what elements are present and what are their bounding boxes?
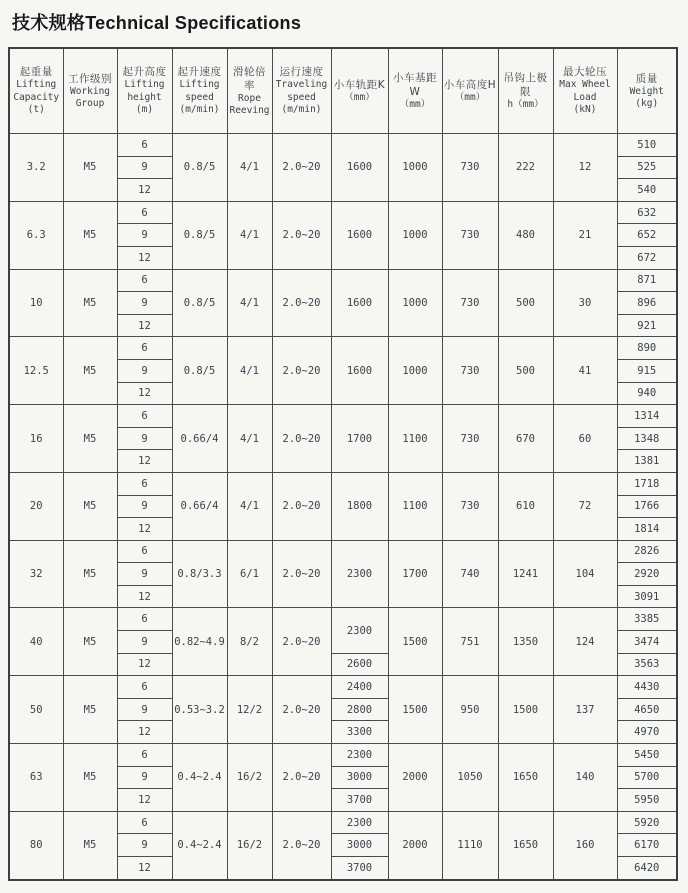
weight-cell: 1766 — [617, 495, 677, 518]
hook-limit-cell: 1650 — [498, 744, 553, 812]
weight-cell: 915 — [617, 359, 677, 382]
lifting-height-cell: 6 — [117, 744, 172, 767]
track-gauge-cell: 1700 — [331, 405, 388, 473]
spec-row — [9, 744, 677, 767]
header-line: Group — [75, 98, 105, 109]
spec-row — [9, 269, 677, 292]
lifting-height-cell: 9 — [117, 563, 172, 586]
working-group-cell: M5 — [63, 608, 117, 676]
header-line: (m/min) — [179, 104, 220, 116]
capacity-cell: 10 — [9, 269, 63, 337]
traveling-speed-cell: 2.0~20 — [272, 269, 331, 337]
rope-reeving-cell: 4/1 — [227, 472, 272, 540]
hook-limit-cell: 480 — [498, 201, 553, 269]
header-line: Lifting — [124, 79, 165, 91]
lifting-speed-cell: 0.4~2.4 — [172, 744, 227, 812]
header-line: (kg) — [635, 98, 659, 109]
track-gauge-cell: 2600 — [331, 653, 388, 676]
col-header-hook-upper-limit — [498, 48, 553, 134]
track-gauge-cell: 2300 — [331, 744, 388, 767]
header-line: 最大轮压 — [563, 66, 607, 79]
weight-cell: 921 — [617, 314, 677, 337]
col-header-weight — [617, 48, 677, 134]
header-line: 运行速度 — [279, 66, 324, 79]
weight-cell: 540 — [617, 179, 677, 202]
trolley-height-cell: 730 — [442, 472, 498, 540]
header-line: （mm） — [399, 98, 431, 110]
wheel-load-cell: 160 — [553, 811, 617, 879]
col-header-max-wheel-load — [553, 48, 617, 134]
trolley-base-cell: 1500 — [388, 608, 442, 676]
traveling-speed-cell: 2.0~20 — [272, 405, 331, 473]
weight-cell: 5450 — [617, 744, 677, 767]
hook-limit-cell: 1350 — [498, 608, 553, 676]
col-header-trolley-gauge-k — [331, 48, 388, 134]
header-line: 起升高度 — [122, 66, 167, 79]
weight-cell: 2920 — [617, 563, 677, 586]
col-header-traveling-speed — [272, 48, 331, 134]
trolley-base-cell: 1000 — [388, 134, 442, 202]
track-gauge-cell: 3000 — [331, 834, 388, 857]
header-line: 工作级别 — [68, 72, 112, 85]
capacity-cell: 40 — [9, 608, 63, 676]
header-line: Working — [69, 85, 111, 97]
rope-reeving-cell: 4/1 — [227, 269, 272, 337]
header-line: (m/min) — [281, 104, 322, 116]
wheel-load-cell: 124 — [553, 608, 617, 676]
weight-cell: 4430 — [617, 676, 677, 699]
page-title — [12, 9, 301, 35]
traveling-speed-cell: 2.0~20 — [272, 608, 331, 676]
weight-cell: 6420 — [617, 857, 677, 880]
track-gauge-cell: 1600 — [331, 201, 388, 269]
weight-cell: 940 — [617, 382, 677, 405]
lifting-speed-cell: 0.8/5 — [172, 269, 227, 337]
lifting-height-cell: 9 — [117, 834, 172, 857]
lifting-height-cell: 12 — [117, 382, 172, 405]
rope-reeving-cell: 4/1 — [227, 201, 272, 269]
trolley-height-cell: 1050 — [442, 744, 498, 812]
header-line: 小车基距W — [393, 71, 437, 98]
weight-cell: 652 — [617, 224, 677, 247]
lifting-speed-cell: 0.8/5 — [172, 201, 227, 269]
track-gauge-cell: 1600 — [331, 134, 388, 202]
hook-limit-cell: 610 — [498, 472, 553, 540]
header-line: Weight — [629, 85, 664, 97]
hook-limit-cell: 222 — [498, 134, 553, 202]
lifting-height-cell: 6 — [117, 337, 172, 360]
trolley-base-cell: 2000 — [388, 744, 442, 812]
track-gauge-cell: 2300 — [331, 811, 388, 834]
rope-reeving-cell: 4/1 — [227, 405, 272, 473]
working-group-cell: M5 — [63, 811, 117, 879]
header-line: (m) — [135, 104, 154, 116]
working-group-cell: M5 — [63, 337, 117, 405]
header-line: Reeving — [229, 105, 270, 116]
capacity-cell: 50 — [9, 676, 63, 744]
trolley-height-cell: 730 — [442, 201, 498, 269]
weight-cell: 3091 — [617, 585, 677, 608]
weight-cell: 896 — [617, 292, 677, 315]
working-group-cell: M5 — [63, 201, 117, 269]
trolley-base-cell: 1100 — [388, 472, 442, 540]
capacity-cell: 20 — [9, 472, 63, 540]
weight-cell: 2826 — [617, 540, 677, 563]
rope-reeving-cell: 4/1 — [227, 337, 272, 405]
working-group-cell: M5 — [63, 676, 117, 744]
wheel-load-cell: 137 — [553, 676, 617, 744]
rope-reeving-cell: 6/1 — [227, 540, 272, 608]
lifting-speed-cell: 0.8/5 — [172, 337, 227, 405]
working-group-cell: M5 — [63, 472, 117, 540]
header-line: 小车高度H — [443, 78, 497, 91]
lifting-height-cell: 6 — [117, 676, 172, 699]
trolley-height-cell: 730 — [442, 337, 498, 405]
lifting-height-cell: 12 — [117, 789, 172, 812]
working-group-cell: M5 — [63, 269, 117, 337]
weight-cell: 672 — [617, 246, 677, 269]
col-header-lifting-height — [117, 48, 172, 134]
weight-cell: 6170 — [617, 834, 677, 857]
lifting-height-cell: 6 — [117, 201, 172, 224]
header-row — [9, 48, 677, 134]
wheel-load-cell: 72 — [553, 472, 617, 540]
traveling-speed-cell: 2.0~20 — [272, 201, 331, 269]
header-line: speed — [185, 91, 214, 103]
header-line: 吊钩上极限 — [503, 71, 548, 98]
rope-reeving-cell: 16/2 — [227, 744, 272, 812]
lifting-height-cell: 6 — [117, 269, 172, 292]
table-header — [9, 48, 677, 134]
track-gauge-cell: 3700 — [331, 789, 388, 812]
traveling-speed-cell: 2.0~20 — [272, 134, 331, 202]
wheel-load-cell: 30 — [553, 269, 617, 337]
trolley-base-cell: 1700 — [388, 540, 442, 608]
weight-cell: 4970 — [617, 721, 677, 744]
hook-limit-cell: 500 — [498, 269, 553, 337]
col-header-rope-reeving — [227, 48, 272, 134]
weight-cell: 3385 — [617, 608, 677, 631]
header-line: Max Wheel — [559, 79, 611, 91]
traveling-speed-cell: 2.0~20 — [272, 811, 331, 879]
lifting-speed-cell: 0.8/3.3 — [172, 540, 227, 608]
hook-limit-cell: 1650 — [498, 811, 553, 879]
capacity-cell: 63 — [9, 744, 63, 812]
traveling-speed-cell: 2.0~20 — [272, 540, 331, 608]
traveling-speed-cell: 2.0~20 — [272, 337, 331, 405]
lifting-height-cell: 6 — [117, 608, 172, 631]
lifting-height-cell: 6 — [117, 472, 172, 495]
header-line: Lifting — [16, 79, 57, 91]
weight-cell: 1814 — [617, 518, 677, 541]
lifting-height-cell: 6 — [117, 405, 172, 428]
col-header-lifting-capacity — [9, 48, 63, 134]
weight-cell: 3474 — [617, 631, 677, 654]
rope-reeving-cell: 12/2 — [227, 676, 272, 744]
weight-cell: 1314 — [617, 405, 677, 428]
lifting-height-cell: 12 — [117, 246, 172, 269]
technical-specifications-table — [8, 47, 678, 881]
header-line: Traveling — [275, 79, 328, 91]
rope-reeving-cell: 16/2 — [227, 811, 272, 879]
trolley-base-cell: 2000 — [388, 811, 442, 879]
col-header-trolley-base-w — [388, 48, 442, 134]
traveling-speed-cell: 2.0~20 — [272, 676, 331, 744]
lifting-height-cell: 6 — [117, 134, 172, 157]
weight-cell: 1348 — [617, 427, 677, 450]
wheel-load-cell: 60 — [553, 405, 617, 473]
header-line: 起升速度 — [177, 66, 222, 79]
capacity-cell: 6.3 — [9, 201, 63, 269]
lifting-height-cell: 6 — [117, 811, 172, 834]
header-line: (t) — [27, 104, 45, 116]
lifting-height-cell: 9 — [117, 427, 172, 450]
capacity-cell: 3.2 — [9, 134, 63, 202]
spec-row — [9, 540, 677, 563]
header-line: Rope — [238, 92, 261, 104]
lifting-height-cell: 12 — [117, 857, 172, 880]
lifting-height-cell: 12 — [117, 314, 172, 337]
hook-limit-cell: 670 — [498, 405, 553, 473]
header-line: Lifting — [179, 79, 220, 91]
lifting-height-cell: 12 — [117, 585, 172, 608]
wheel-load-cell: 140 — [553, 744, 617, 812]
traveling-speed-cell: 2.0~20 — [272, 744, 331, 812]
header-line: （mm） — [454, 91, 486, 103]
spec-row — [9, 608, 677, 631]
lifting-height-cell: 12 — [117, 721, 172, 744]
trolley-height-cell: 730 — [442, 134, 498, 202]
col-header-trolley-height-h — [442, 48, 498, 134]
spec-row — [9, 405, 677, 428]
lifting-height-cell: 12 — [117, 518, 172, 541]
capacity-cell: 12.5 — [9, 337, 63, 405]
table-body — [9, 134, 677, 880]
lifting-speed-cell: 0.66/4 — [172, 405, 227, 473]
lifting-height-cell: 6 — [117, 540, 172, 563]
wheel-load-cell: 104 — [553, 540, 617, 608]
trolley-base-cell: 1000 — [388, 337, 442, 405]
traveling-speed-cell: 2.0~20 — [272, 472, 331, 540]
weight-cell: 632 — [617, 201, 677, 224]
lifting-speed-cell: 0.8/5 — [172, 134, 227, 202]
col-header-working-group — [63, 48, 117, 134]
wheel-load-cell: 21 — [553, 201, 617, 269]
header-line: Load — [573, 91, 597, 103]
weight-cell: 890 — [617, 337, 677, 360]
rope-reeving-cell: 8/2 — [227, 608, 272, 676]
track-gauge-cell: 3000 — [331, 766, 388, 789]
weight-cell: 1718 — [617, 472, 677, 495]
capacity-cell: 32 — [9, 540, 63, 608]
trolley-base-cell: 1500 — [388, 676, 442, 744]
weight-cell: 525 — [617, 156, 677, 179]
spec-row — [9, 134, 677, 157]
header-line: h（mm） — [507, 98, 544, 110]
trolley-base-cell: 1000 — [388, 269, 442, 337]
header-line: 滑轮倍率 — [233, 65, 266, 92]
header-line: Capacity — [13, 91, 60, 103]
trolley-height-cell: 730 — [442, 405, 498, 473]
working-group-cell: M5 — [63, 744, 117, 812]
lifting-height-cell: 9 — [117, 698, 172, 721]
track-gauge-cell: 2800 — [331, 698, 388, 721]
lifting-speed-cell: 0.82~4.9 — [172, 608, 227, 676]
lifting-height-cell: 12 — [117, 450, 172, 473]
hook-limit-cell: 500 — [498, 337, 553, 405]
lifting-speed-cell: 0.4~2.4 — [172, 811, 227, 879]
trolley-height-cell: 730 — [442, 269, 498, 337]
header-line: height — [127, 91, 162, 103]
hook-limit-cell: 1241 — [498, 540, 553, 608]
track-gauge-cell: 2300 — [331, 608, 388, 653]
spec-row — [9, 472, 677, 495]
track-gauge-cell: 1600 — [331, 269, 388, 337]
working-group-cell: M5 — [63, 540, 117, 608]
track-gauge-cell: 1800 — [331, 472, 388, 540]
page-title-zh: 技术规格 — [12, 13, 86, 33]
track-gauge-cell: 2400 — [331, 676, 388, 699]
lifting-speed-cell: 0.66/4 — [172, 472, 227, 540]
track-gauge-cell: 3300 — [331, 721, 388, 744]
lifting-height-cell: 12 — [117, 653, 172, 676]
header-line: speed — [287, 91, 316, 103]
weight-cell: 1381 — [617, 450, 677, 473]
trolley-height-cell: 950 — [442, 676, 498, 744]
rope-reeving-cell: 4/1 — [227, 134, 272, 202]
weight-cell: 4650 — [617, 698, 677, 721]
capacity-cell: 16 — [9, 405, 63, 473]
lifting-height-cell: 9 — [117, 766, 172, 789]
capacity-cell: 80 — [9, 811, 63, 879]
working-group-cell: M5 — [63, 405, 117, 473]
weight-cell: 5920 — [617, 811, 677, 834]
spec-row — [9, 337, 677, 360]
working-group-cell: M5 — [63, 134, 117, 202]
header-line: 小车轨距K — [333, 78, 386, 91]
trolley-height-cell: 1110 — [442, 811, 498, 879]
header-line: 起重量 — [19, 66, 53, 79]
track-gauge-cell: 2300 — [331, 540, 388, 608]
trolley-height-cell: 740 — [442, 540, 498, 608]
lifting-height-cell: 9 — [117, 156, 172, 179]
header-line: 质量 — [635, 72, 658, 85]
lifting-height-cell: 9 — [117, 224, 172, 247]
weight-cell: 5700 — [617, 766, 677, 789]
lifting-height-cell: 12 — [117, 179, 172, 202]
spec-row — [9, 676, 677, 699]
trolley-base-cell: 1000 — [388, 201, 442, 269]
hook-limit-cell: 1500 — [498, 676, 553, 744]
trolley-height-cell: 751 — [442, 608, 498, 676]
header-line: (kN) — [573, 104, 597, 116]
trolley-base-cell: 1100 — [388, 405, 442, 473]
lifting-speed-cell: 0.53~3.2 — [172, 676, 227, 744]
weight-cell: 871 — [617, 269, 677, 292]
lifting-height-cell: 9 — [117, 359, 172, 382]
track-gauge-cell: 1600 — [331, 337, 388, 405]
lifting-height-cell: 9 — [117, 292, 172, 315]
page-title-en: Technical Specifications — [85, 13, 302, 33]
lifting-height-cell: 9 — [117, 495, 172, 518]
track-gauge-cell: 3700 — [331, 857, 388, 880]
lifting-height-cell: 9 — [117, 631, 172, 654]
wheel-load-cell: 41 — [553, 337, 617, 405]
wheel-load-cell: 12 — [553, 134, 617, 202]
col-header-lifting-speed — [172, 48, 227, 134]
weight-cell: 5950 — [617, 789, 677, 812]
weight-cell: 3563 — [617, 653, 677, 676]
spec-row — [9, 811, 677, 834]
header-line: （mm） — [344, 91, 375, 103]
spec-row — [9, 201, 677, 224]
weight-cell: 510 — [617, 134, 677, 157]
